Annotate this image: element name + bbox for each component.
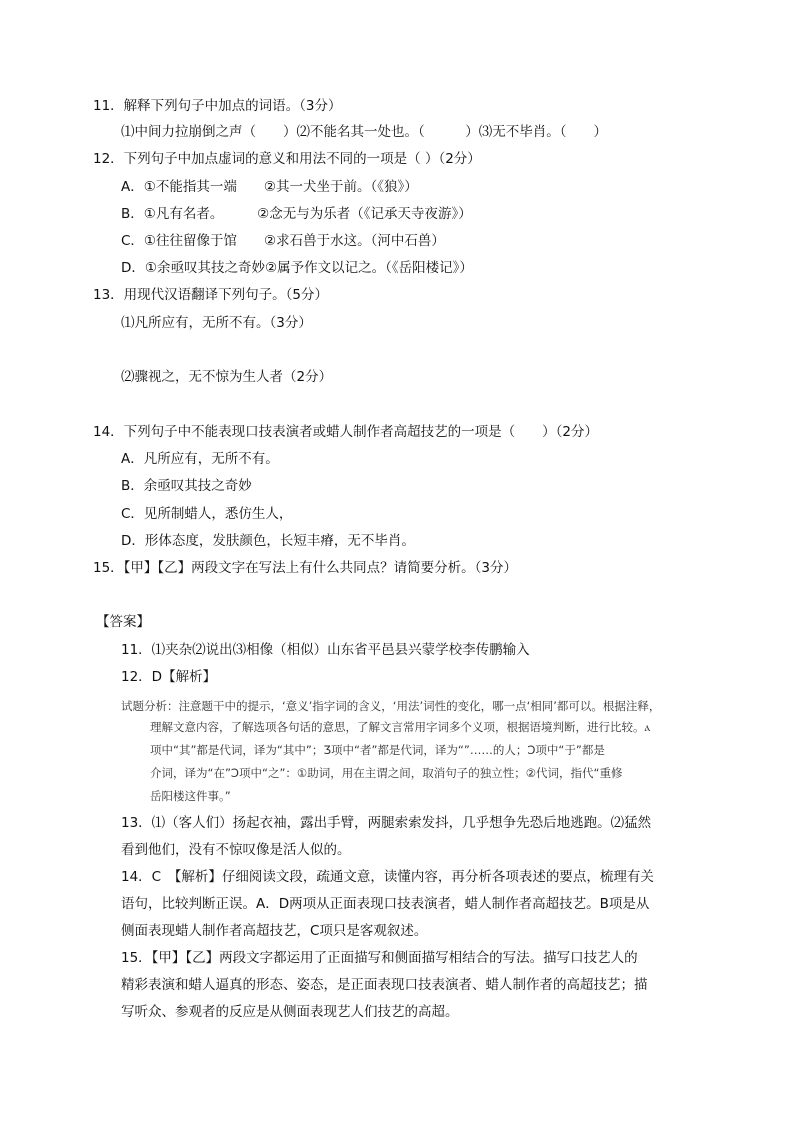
answers-heading: 【答案】	[96, 614, 150, 630]
q12-option-a: A．①不能指其一端 ②其一犬坐于前。（《狼》）	[121, 179, 418, 195]
q15-stem: 15．【甲】【乙】两段文字在写法上有什么共同点？请简要分析。（3分）	[93, 560, 518, 576]
answer-15-line-2: 精彩表演和蜡人逼真的形态、姿态，是正面表现口技表演者、蜡人制作者的高超技艺；描	[121, 977, 648, 993]
answer-12: 12．D【解析】	[121, 669, 217, 685]
q14-option-a: A．凡所应有，无所不有。	[121, 451, 279, 467]
q11-items: ⑴中间力拉崩倒之声（ ）⑵不能名其一处也。（ ）⑶无不毕肖。（ ）	[121, 124, 607, 140]
q14-option-b: B．余亟叹其技之奇妙	[121, 478, 252, 494]
answer-14-line-3: 侧面表现蜡人制作者高超技艺，C项只是客观叙述。	[121, 923, 428, 939]
q13-item-1: ⑴凡所应有，无所不有。（3分）	[121, 315, 312, 331]
answer-14-line-1: 14．C 【解析】仔细阅读文段，疏通文意，读懂内容，再分析各项表述的要点，梳理有关	[121, 869, 654, 885]
q14-stem: 14．下列句子中不能表现口技表演者或蜡人制作者高超技艺的一项是（ ）（2分）	[93, 424, 599, 440]
q14-option-c: C．见所制蜡人，悉仿生人，	[121, 506, 293, 522]
analysis-line-2: 理解文意内容，了解选项各句话的意思，了解文言常用字词多个义项，根据语境判断，进行比较。ⲁ	[150, 720, 651, 734]
q12-option-b: B．①凡有名者。 ②念无与为乐者（《记承天寺夜游》）	[121, 206, 472, 222]
answer-15-line-1: 15．【甲】【乙】两段文字都运用了正面描写和侧面描写相结合的写法。描写口技艺人的	[121, 950, 638, 966]
q12-option-d: D．①余亟叹其技之奇妙②属予作文以记之。（《岳阳楼记》）	[121, 260, 473, 276]
analysis-line-1: 试题分析：注意题干中的提示，‘意义’指字词的含义，‘用法’词性的变化，哪一点‘相同’都可以。根据注释，	[121, 699, 661, 713]
analysis-line-3: 项中“其”都是代词，译为“其中”；Ʒ项中“者”都是代词，译为“”……的人；Ͻ项中“于”都是	[150, 743, 605, 757]
answer-13-line-2: 看到他们，没有不惊叹像是活人似的。	[121, 842, 351, 858]
q13-stem: 13．用现代汉语翻译下列句子。（5分）	[93, 287, 329, 303]
answer-15-line-3: 写听众、参观者的反应是从侧面表现艺人们技艺的高超。	[121, 1004, 459, 1020]
q13-item-2: ⑵骤视之，无不惊为生人者（2分）	[121, 369, 333, 385]
q14-option-d: D．形体态度，发肤颜色，长短丰瘠，无不毕肖。	[121, 533, 415, 549]
q11-stem: 11．解释下列句子中加点的词语。（3分）	[93, 98, 342, 114]
q12-stem: 12．下列句子中加点虚词的意义和用法不同的一项是（ ）（2分）	[93, 151, 481, 167]
answer-13-line-1: 13．⑴（客人们）扬起衣袖，露出手臂，两腿索索发抖，几乎想争先恐后地逃跑。⑵猛然	[121, 815, 652, 831]
analysis-line-5: 岳阳楼这件事。”	[150, 789, 231, 803]
analysis-line-4: 介词，译为“在”Ͻ项中“之”：①助词，用在主谓之间，取消句子的独立性；②代词，指代“重修	[150, 766, 623, 780]
answer-11: 11．⑴夹杂⑵说出⑶相像（相似）山东省平邑县兴蒙学校李传鹏输入	[121, 642, 530, 658]
answer-14-line-2: 语句，比较判断正误。A．D两项从正面表现口技表演者，蜡人制作者高超技艺。B项是从	[121, 896, 650, 912]
q12-option-c: C．①往往留像于馆 ②求石兽于水这。（河中石兽）	[121, 233, 445, 249]
